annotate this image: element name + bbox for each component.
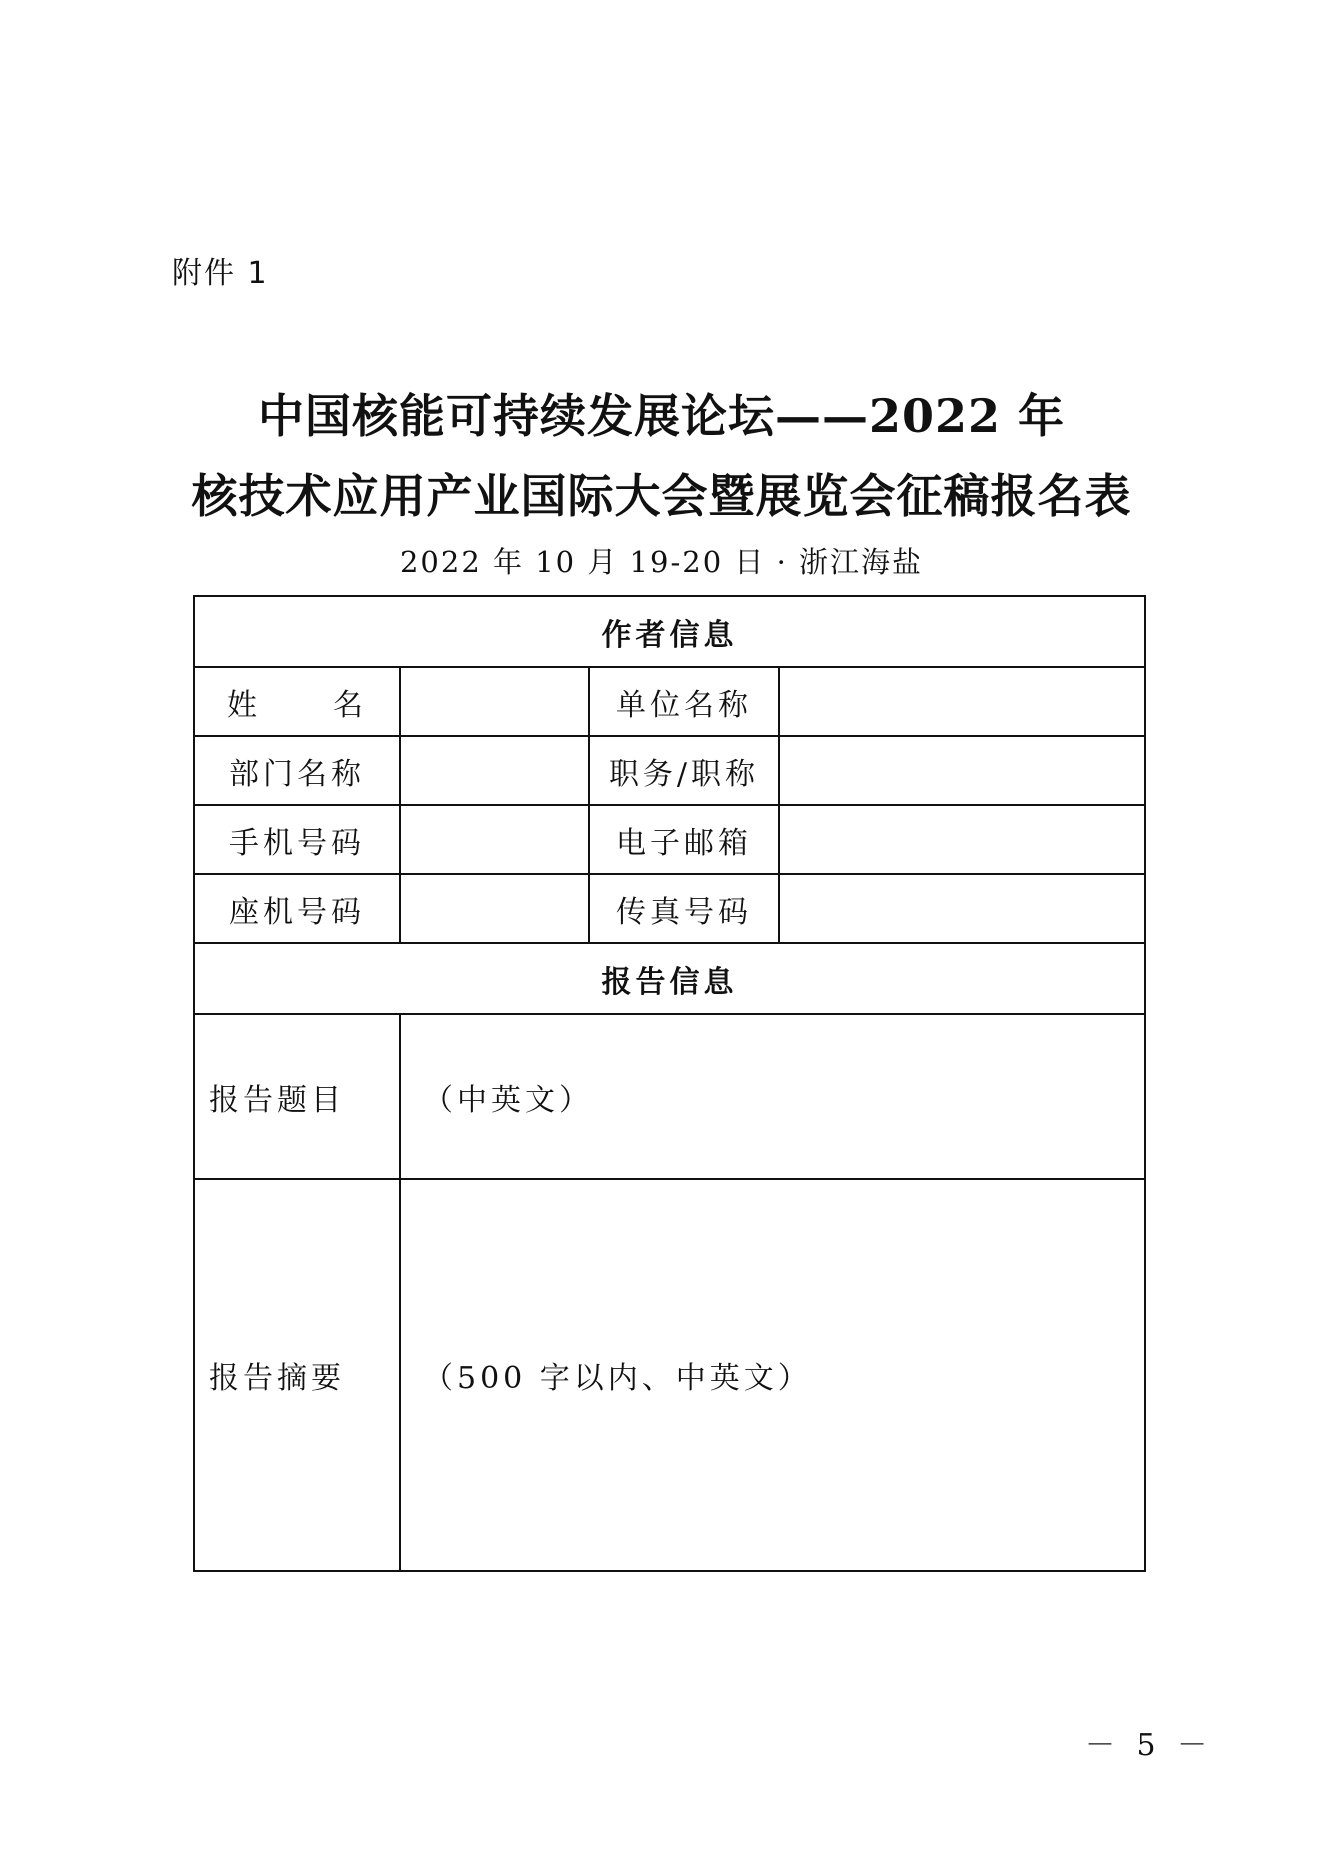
email-label: 电子邮箱 [589,805,779,874]
event-date-location: 2022 年 10 月 19-20 日 · 浙江海盐 [399,545,924,579]
attachment-label: 附件 1 [172,256,269,291]
page-number: － 5 － [1085,1728,1214,1763]
landline-field[interactable] [400,874,589,943]
fax-field[interactable] [779,874,1145,943]
report-title-label: 报告题目 [194,1014,400,1179]
name-label [194,667,400,736]
form-title-line2: 核技术应用产业国际大会暨展览会征稿报名表 [191,469,1132,523]
report-title-field[interactable]: （中英文） [400,1014,1145,1179]
org-field[interactable] [779,667,1145,736]
registration-form-table [193,595,1146,1572]
report-abstract-label: 报告摘要 [194,1179,400,1571]
position-field[interactable] [779,736,1145,805]
email-field[interactable] [779,805,1145,874]
mobile-label: 手机号码 [194,805,400,874]
author-info-section-header: 作者信息 [194,596,1145,667]
name-label-second: 名 [333,687,367,723]
report-abstract-field[interactable]: （500 字以内、中英文） [400,1179,1145,1571]
dept-field[interactable] [400,736,589,805]
fax-label: 传真号码 [589,874,779,943]
landline-label: 座机号码 [194,874,400,943]
name-label-first: 姓 [227,687,261,723]
org-label: 单位名称 [589,667,779,736]
name-field[interactable] [400,667,589,736]
report-info-section-header: 报告信息 [194,943,1145,1014]
mobile-field[interactable] [400,805,589,874]
dept-label: 部门名称 [194,736,400,805]
form-title-line1: 中国核能可持续发展论坛——2022 年 [257,389,1066,443]
position-label: 职务/职称 [589,736,779,805]
